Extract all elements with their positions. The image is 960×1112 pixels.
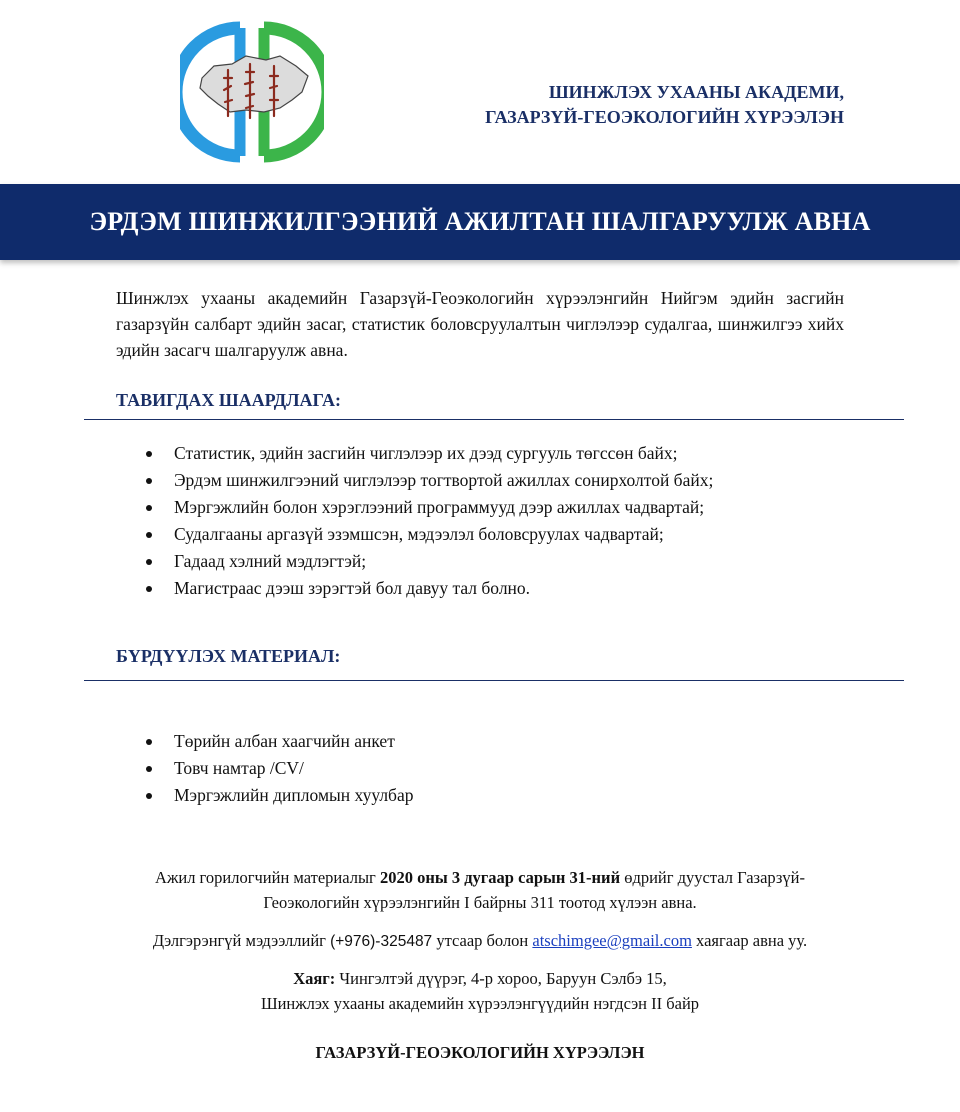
bullet-icon — [146, 559, 152, 565]
intro-paragraph: Шинжлэх ухааны академийн Газарзүй-Геоэкологийн хүрээлэнгийн Нийгэм эдийн засгийн газарзүйн салбарт эдийн засаг, статистик боловсруулалтын чиглэлээр судалгаа, шинжилгээ хийх эдийн засагч шалгаруулж авна. — [116, 288, 844, 360]
list-item: Гадаад хэлний мэдлэгтэй; — [142, 548, 713, 575]
requirements-divider — [84, 419, 904, 420]
bullet-icon — [146, 478, 152, 484]
title-banner — [0, 184, 960, 260]
phone-number: (+976)-325487 — [330, 933, 433, 950]
list-item: Статистик, эдийн засгийн чиглэлээр их дээд сургууль төгссөн байх; — [142, 440, 713, 467]
bullet-icon — [146, 586, 152, 592]
bullet-icon — [146, 505, 152, 511]
list-item: Товч намтар /CV/ — [142, 755, 413, 782]
academy-name: ШИНЖЛЭХ УХААНЫ АКАДЕМИ, — [548, 82, 844, 102]
list-item: Судалгааны аргазүй эзэмшсэн, мэдээлэл боловсруулах чадвартай; — [142, 521, 713, 548]
materials-heading: БҮРДҮҮЛЭХ МАТЕРИАЛ: — [116, 646, 341, 666]
list-item: Магистраас дээш зэрэгтэй бол давуу тал болно. — [142, 575, 713, 602]
institute-logo — [180, 20, 324, 164]
page-title: ЭРДЭМ ШИНЖИЛГЭЭНИЙ АЖИЛТАН ШАЛГАРУУЛЖ АВНА — [89, 207, 871, 236]
logo-emblem-icon — [180, 20, 324, 164]
deadline-date: 2020 оны 3 дугаар сарын 31-ний — [379, 868, 621, 887]
address-block: Хаяг: Чингэлтэй дүүрэг, 4-р хороо, Баруун Сэлбэ 15, Шинжлэх ухааны академийн хүрээлэнгүүдийн нэгдсэн II байр — [260, 969, 700, 1013]
materials-list — [142, 728, 413, 809]
list-item: Мэргэжлийн дипломын хуулбар — [142, 782, 413, 809]
requirements-heading: ТАВИГДАХ ШААРДЛАГА: — [116, 390, 341, 410]
address-label: Хаяг: — [293, 969, 336, 988]
list-item: Төрийн албан хаагчийн анкет — [142, 728, 413, 755]
bullet-icon — [146, 793, 152, 799]
deadline-paragraph: Ажил горилогчийн материалыг 2020 оны 3 дугаар сарын 31-ний өдрийг дуустал Газарзүй- Геоэкологийн хүрээлэнгийн I байрны 311 тоотод хүлээн авна. — [155, 868, 805, 912]
footer-signature: ГАЗАРЗҮЙ-ГЕОЭКОЛОГИЙН ХҮРЭЭЛЭН — [315, 1043, 645, 1062]
bullet-icon — [146, 766, 152, 772]
bullet-icon — [146, 532, 152, 538]
institute-name: ГАЗАРЗҮЙ-ГЕОЭКОЛОГИЙН ХҮРЭЭЛЭН — [485, 107, 844, 127]
list-item: Эрдэм шинжилгээний чиглэлээр тогтвортой ажиллах сонирхолтой байх; — [142, 467, 713, 494]
institute-name-block — [485, 80, 844, 130]
email-link[interactable]: atschimgee@gmail.com — [532, 931, 692, 950]
requirements-list — [142, 440, 713, 602]
list-item: Мэргэжлийн болон хэрэглээний программууд дээр ажиллах чадвартай; — [142, 494, 713, 521]
bullet-icon — [146, 739, 152, 745]
bullet-icon — [146, 451, 152, 457]
contact-paragraph: Дэлгэрэнгүй мэдээллийг (+976)-325487 утсаар болон atschimgee@gmail.com хаягаар авна уу. — [152, 931, 808, 950]
materials-divider — [84, 680, 904, 681]
